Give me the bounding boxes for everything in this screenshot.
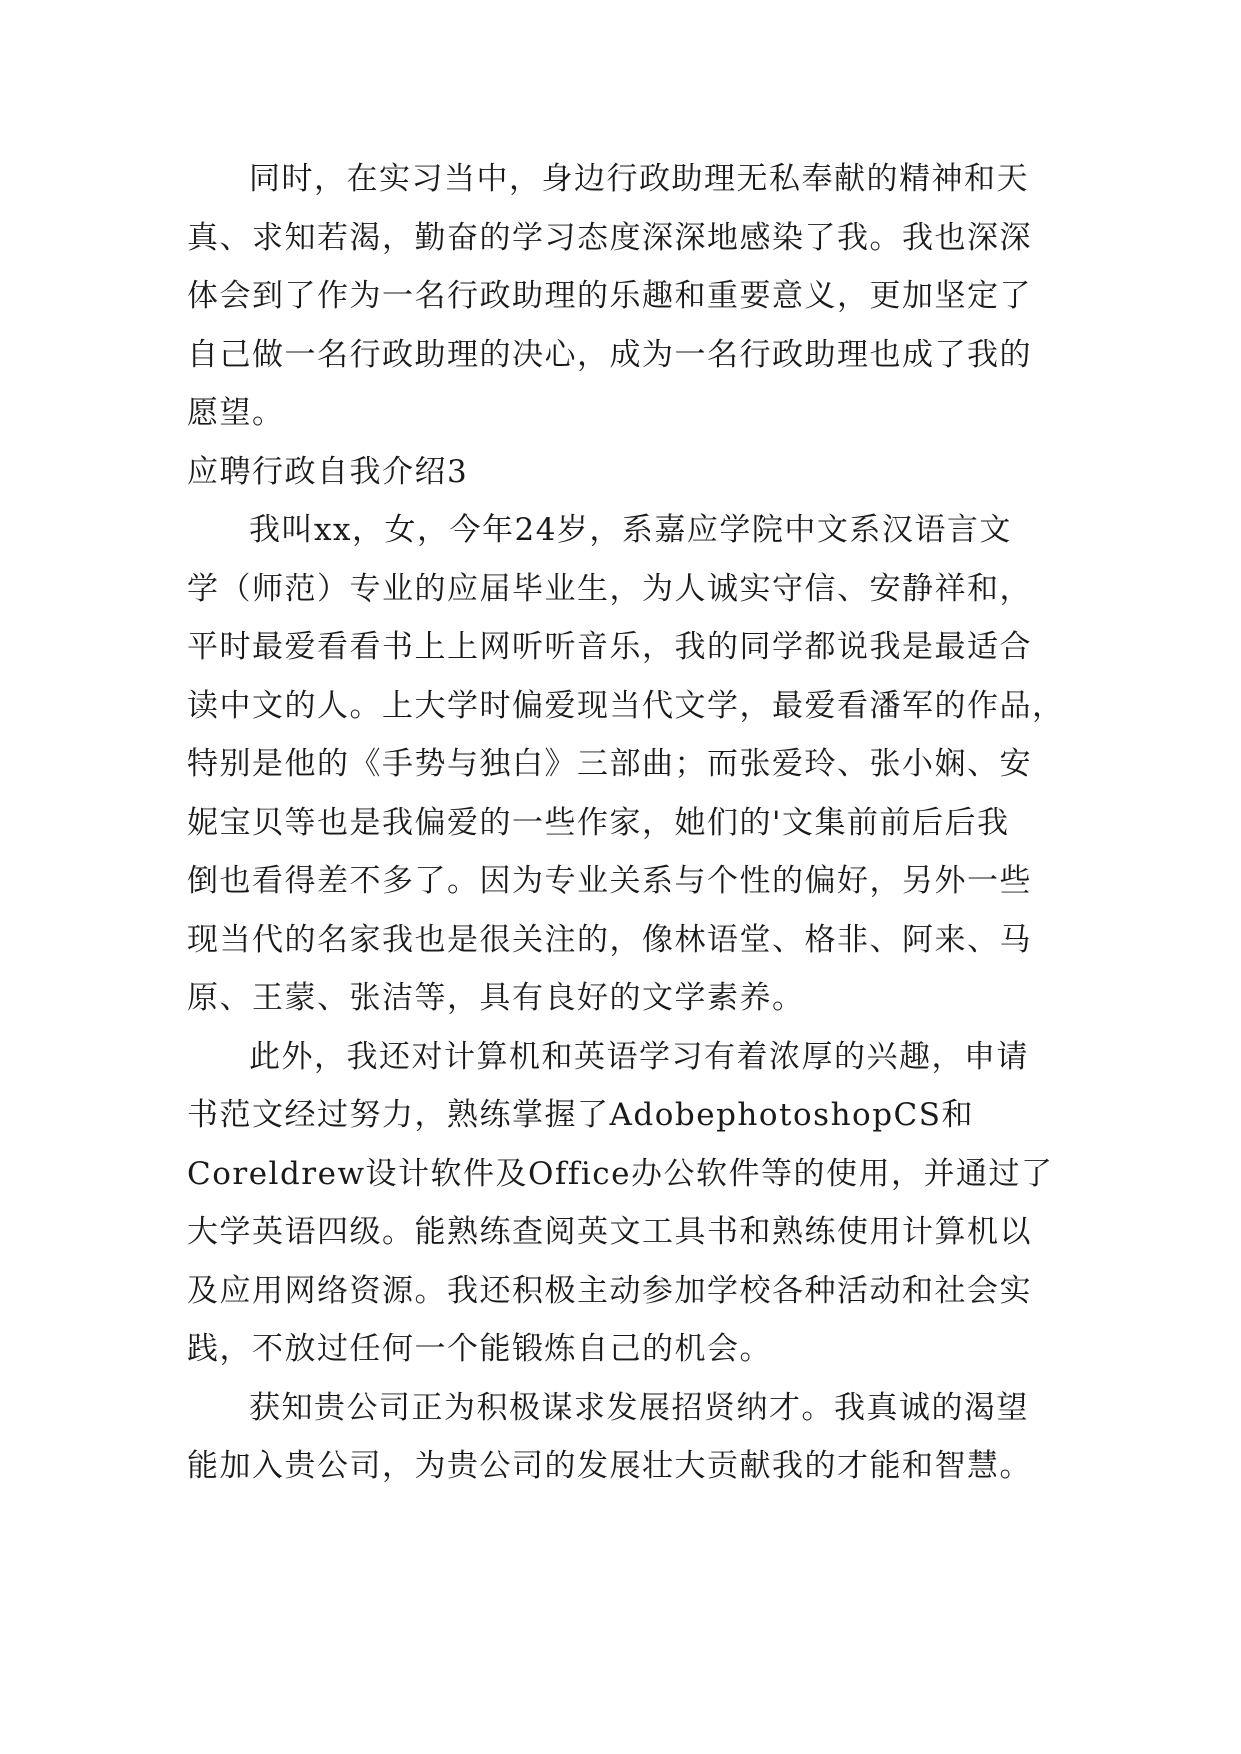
paragraph-4 bbox=[187, 1379, 1067, 1496]
paragraph-1 bbox=[187, 150, 1067, 443]
text-line: 现当代的名家我也是很关注的，像林语堂、格非、阿来、马 bbox=[187, 921, 1032, 958]
text-line: 特别是他的《手势与独白》三部曲；而张爱玲、张小娴、安 bbox=[187, 746, 1032, 782]
text-line: 能加入贵公司，为贵公司的发展壮大贡献我的才能和智慧。 bbox=[187, 1448, 1032, 1484]
text-line: 愿望。 bbox=[187, 395, 285, 431]
text-line: 践，不放过任何一个能锻炼自己的机会。 bbox=[187, 1331, 772, 1367]
paragraph-2 bbox=[187, 501, 1067, 1028]
text-line: 自己做一名行政助理的决心，成为一名行政助理也成了我的 bbox=[187, 336, 1032, 373]
text-line: 我叫xx，女，今年24岁，系嘉应学院中文系汉语言文 bbox=[249, 512, 1012, 548]
text-line: 原、王蒙、张洁等，具有良好的文学素养。 bbox=[187, 980, 805, 1016]
text-line: 书范文经过努力，熟练掌握了AdobephotoshopCS和 bbox=[187, 1097, 975, 1133]
paragraph-3 bbox=[187, 1028, 1067, 1379]
text-line: 获知贵公司正为积极谋求发展招贤纳才。我真诚的渴望 bbox=[249, 1389, 1029, 1426]
text-line: 体会到了作为一名行政助理的乐趣和重要意义，更加坚定了 bbox=[187, 278, 1032, 314]
text-line: 学（师范）专业的应届毕业生，为人诚实守信、安静祥和， bbox=[187, 570, 1032, 607]
text-line: 大学英语四级。能熟练查阅英文工具书和熟练使用计算机以 bbox=[187, 1214, 1032, 1250]
text-line: Coreldrew设计软件及Office办公软件等的使用，并通过了 bbox=[187, 1155, 1054, 1192]
document-body bbox=[187, 150, 1067, 1496]
text-line: 平时最爱看看书上上网听听音乐，我的同学都说我是最适合 bbox=[187, 629, 1032, 665]
text-line: 及应用网络资源。我还积极主动参加学校各种活动和社会实 bbox=[187, 1272, 1032, 1309]
section-heading: 应聘行政自我介绍3 bbox=[187, 453, 469, 490]
text-line: 同时，在实习当中，身边行政助理无私奉献的精神和天 bbox=[249, 161, 1029, 197]
text-line: 妮宝贝等也是我偏爱的一些作家，她们的'文集前前后后我 bbox=[187, 804, 1010, 841]
text-line: 真、求知若渴，勤奋的学习态度深深地感染了我。我也深深 bbox=[187, 219, 1032, 256]
text-line: 读中文的人。上大学时偏爱现当代文学，最爱看潘军的作品， bbox=[187, 687, 1065, 724]
text-line: 倒也看得差不多了。因为专业关系与个性的偏好，另外一些 bbox=[187, 863, 1032, 899]
text-line: 此外，我还对计算机和英语学习有着浓厚的兴趣，申请 bbox=[249, 1038, 1029, 1075]
